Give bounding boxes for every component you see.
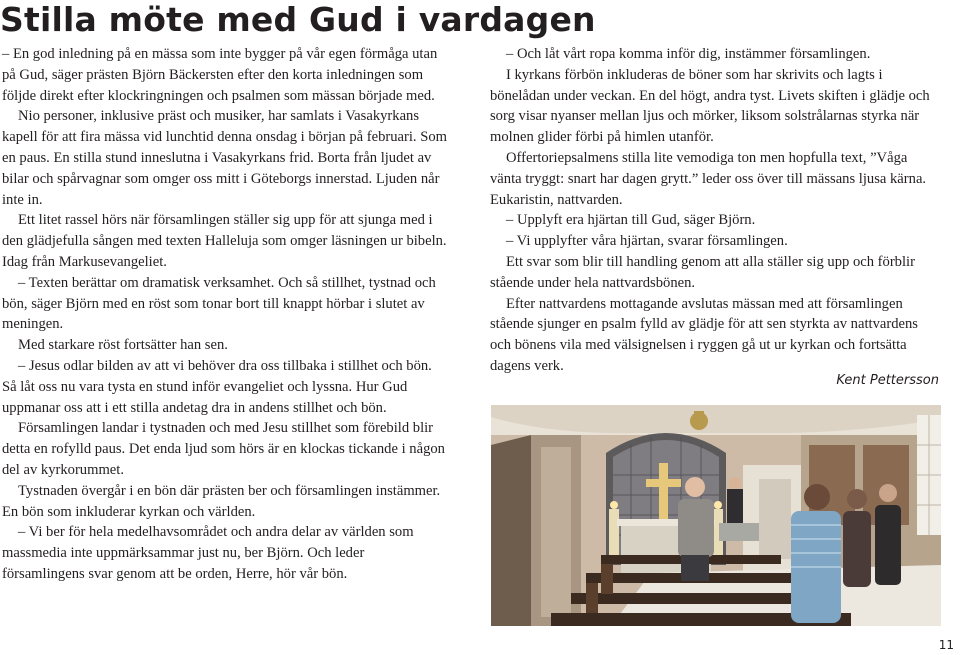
article-title: Stilla möte med Gud i vardagen xyxy=(0,0,596,39)
paragraph: – Vi upplyfter våra hjärtan, svarar församlingen. xyxy=(506,233,788,250)
page-number: 11 xyxy=(938,638,954,652)
author-byline: Kent Pettersson xyxy=(836,373,939,388)
paragraph: – Och låt vårt ropa komma inför dig, instämmer församlingen. xyxy=(506,46,871,62)
paragraph: Efter nattvardens mottagande avslutas mässan med att församlingen stående sjunger en psalm fylld av glädje för att sen styrkta av nattvardens och bönens vila med välsignelsen i ryggen gå ut ur kyrkan och fortsätta dagens verk. xyxy=(490,295,918,374)
paragraph: Offertoriepsalmens stilla lite vemodiga ton men hopfulla text, ”Våga vänta tryggt: snart har dagen grytt.” leder oss över till mässans ljusa kärna. Eukaristin, nattvarden. xyxy=(490,149,927,208)
paragraph: – En god inledning på en mässa som inte bygger på vår egen förmåga utan på Gud, säger prästen Björn Bäckersten efter den korta inledningen som följde direkt efter klockringningen och psalmen som mässan började med. xyxy=(2,46,438,104)
paragraph: I kyrkans förbön inkluderas de böner som har skrivits och lagts i bönelådan under veckan. En del högt, andra tyst. Livets skiften i glädje och sorg visar nyanser mellan ljus och mörker, liksom solstrålarnas styrka när molnen glider förbi på himlen utanför. xyxy=(490,66,930,146)
paragraph: Församlingen landar i tystnaden och med Jesu stillhet som förebild blir detta en rofylld paus. Det enda ljud som hörs är en klockas tickande i någon del av kyrkorummet. xyxy=(2,420,445,478)
article-column-left xyxy=(2,44,450,585)
paragraph: Ett litet rassel hörs när församlingen ställer sig upp för att sjunga med i den glädjefulla sången med texten Halleluja som omger läsningen ur bibeln. Idag från Markusevangeliet. xyxy=(2,212,447,270)
paragraph: – Jesus odlar bilden av att vi behöver dra oss tillbaka i stillhet och bön. Så låt oss nu vara tysta en stund inför evangeliet och lyssna. Hur Gud uppmanar oss att i ett stilla andetag dra in andens stillhet och bön. xyxy=(2,357,432,416)
paragraph: Ett svar som blir till handling genom att alla ställer sig upp och förblir stående under hela nattvardsbönen. xyxy=(490,253,915,291)
paragraph: – Upplyft era hjärtan till Gud, säger Björn. xyxy=(506,212,756,229)
paragraph: – Texten berättar om dramatisk verksamhet. Och så stillhet, tystnad och bön, säger Björn med en röst som tonar bort till knappt hörbar i slutet av meningen. xyxy=(2,274,436,333)
paragraph: Med starkare röst fortsätter han sen. xyxy=(18,337,228,354)
paragraph: Nio personer, inklusive präst och musiker, har samlats i Vasakyrkans kapell för att fira mässa vid lunchtid denna onsdag i början på februari. Som en paus. En stilla stund inneslutna i Vasakyrkans frid. Borta från ljudet av bilar och spårvagnar som omger oss mitt i Göteborgs innerstad. Ljuden når inte in. xyxy=(2,108,447,208)
paragraph: Tystnaden övergår i en bön där prästen ber och församlingen instämmer. En bön som inkluderar kyrkan och världen. xyxy=(2,482,441,520)
chapel-photo xyxy=(491,405,941,626)
article-column-right xyxy=(490,44,941,377)
paragraph: – Vi ber för hela medelhavsområdet och andra delar av världen som massmedia inte uppmärksammar just nu, ber Björn. Och leder församlingens svar genom att be orden, Herre, hör vår bön. xyxy=(2,524,414,582)
